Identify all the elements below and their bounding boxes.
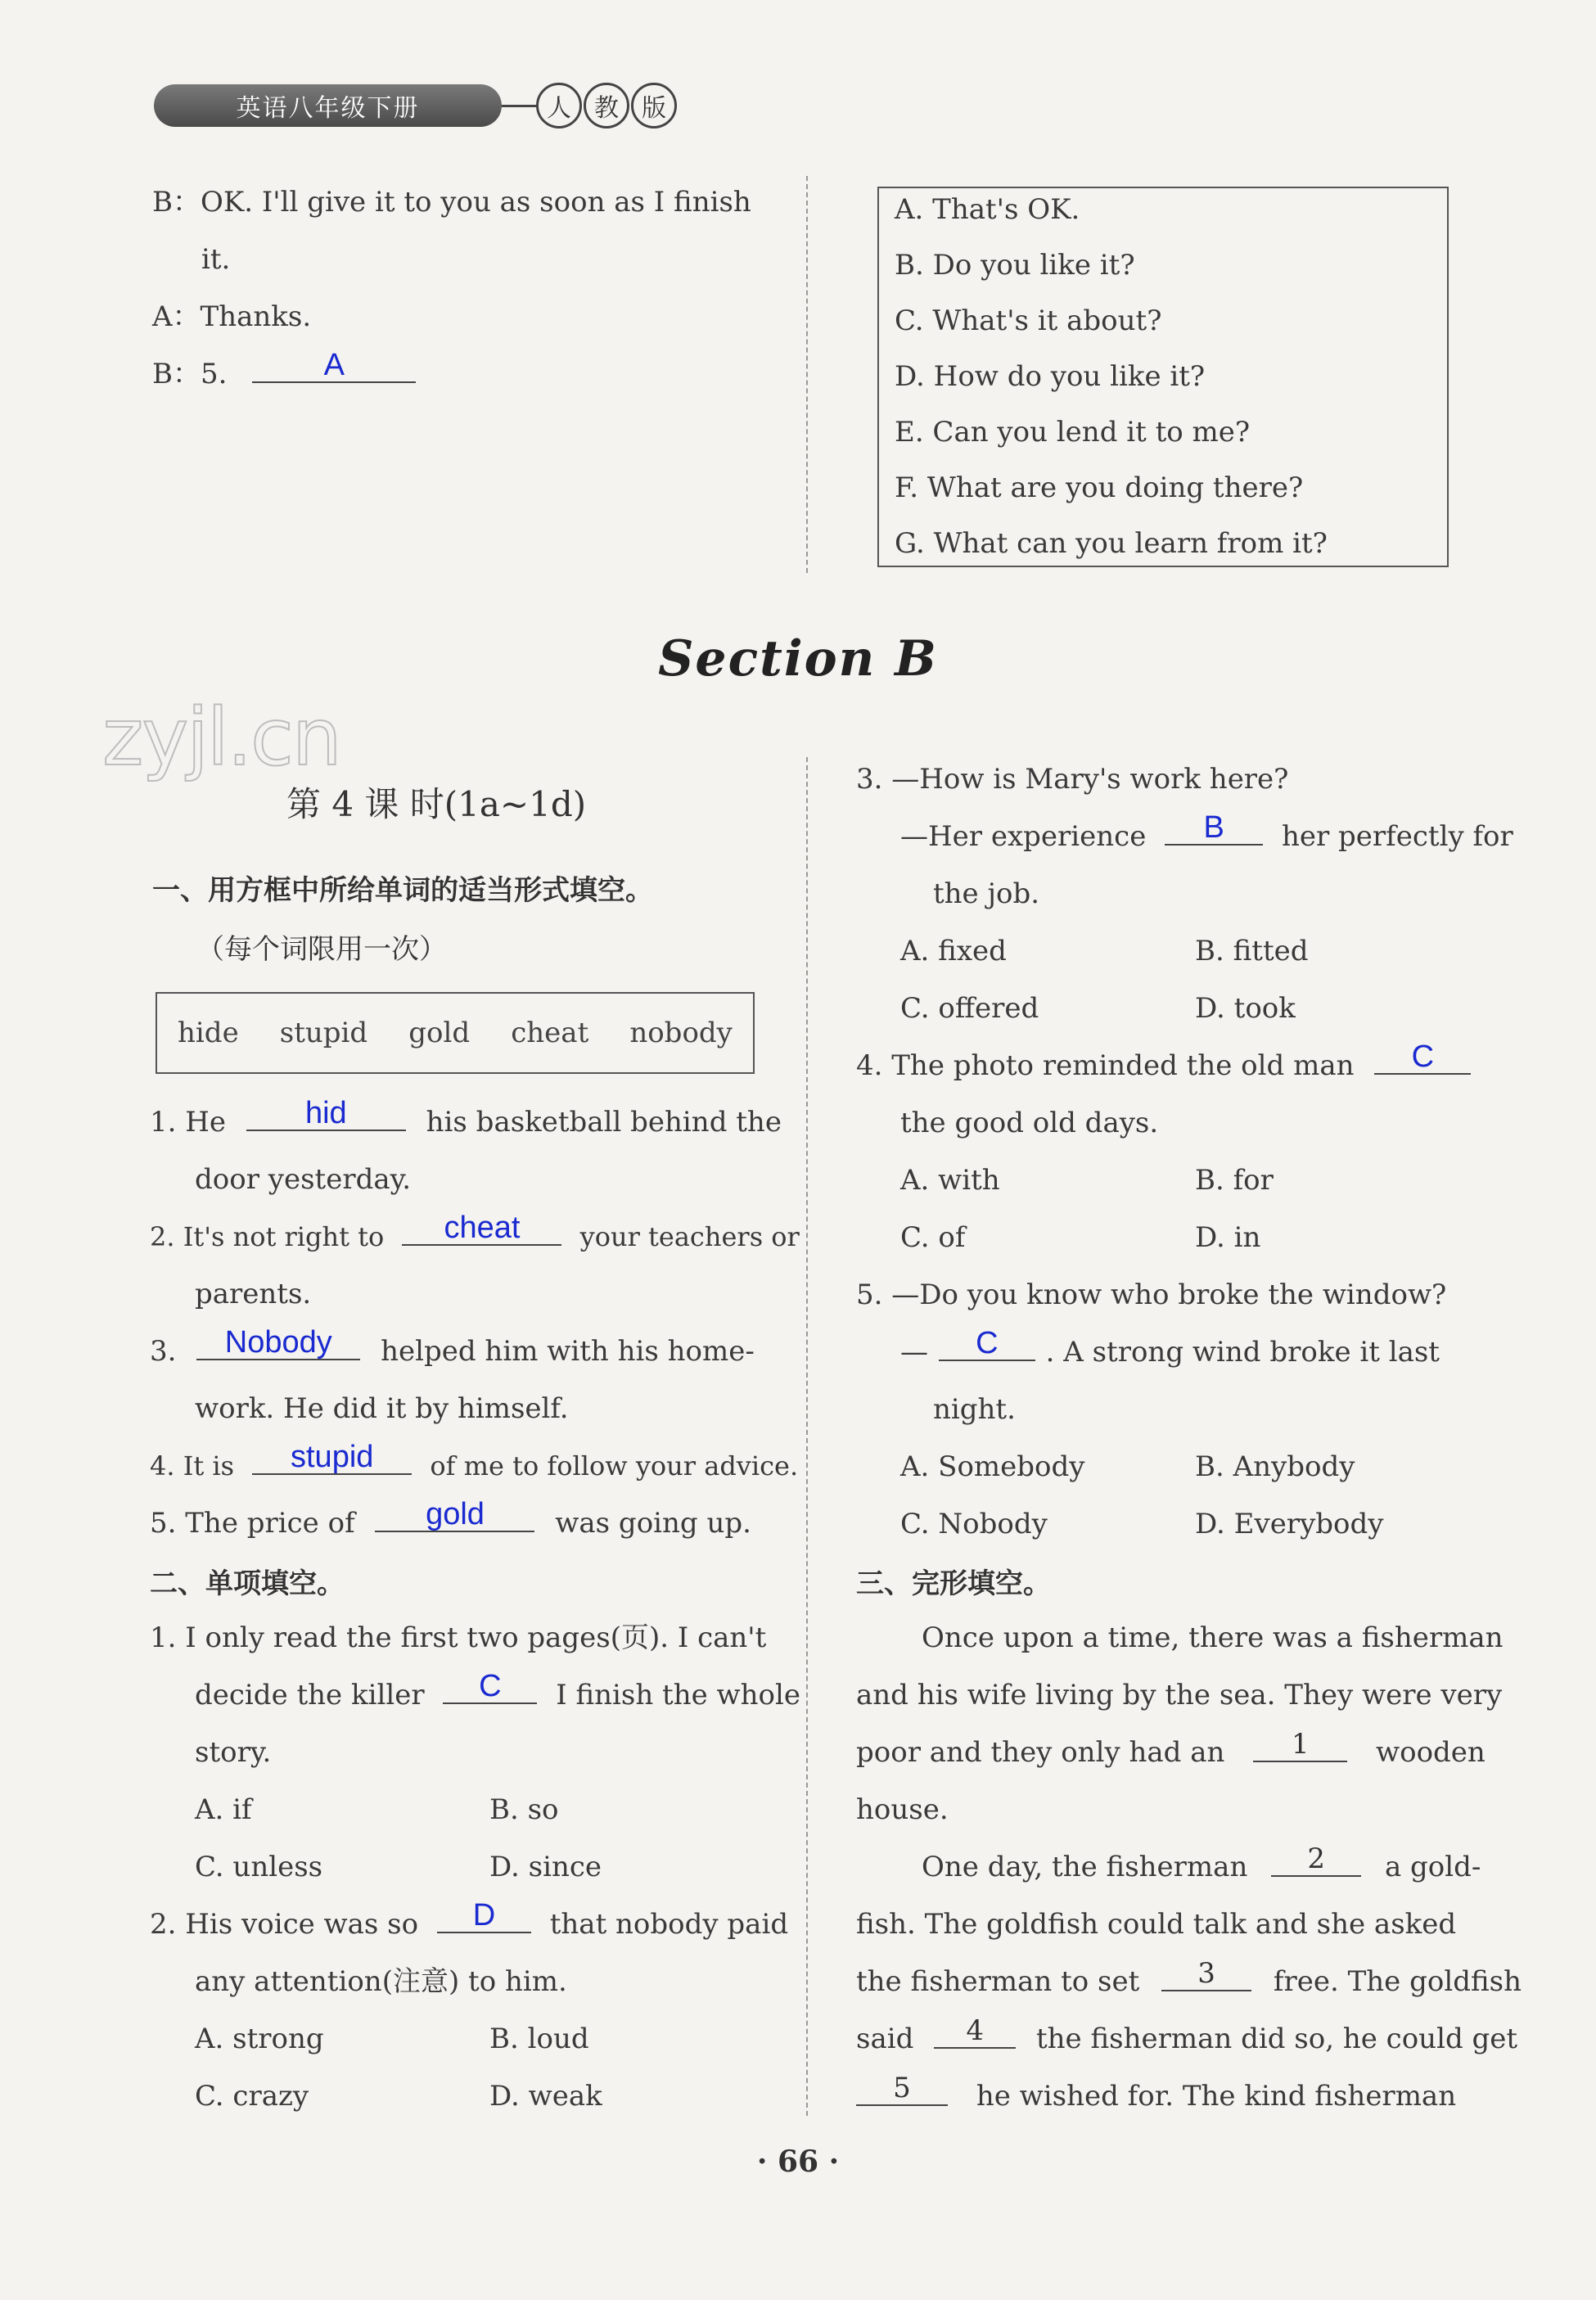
p2-q1-line2 (195, 1666, 800, 1724)
cloze-line-9-post: he wished for. The kind fisherman (976, 2080, 1457, 2113)
p2-q3-opt-b: B. fitted (1195, 935, 1309, 967)
p2-q4-line2: the good old days. (900, 1107, 1159, 1139)
part3-heading: 三、完形填空。 (856, 1567, 1051, 1600)
p2-q4-opt-b: B. for (1195, 1164, 1274, 1197)
p1-q5-blank[interactable]: gold (375, 1498, 534, 1532)
cloze-blank-5[interactable]: 5 (856, 2072, 948, 2106)
p2-q1-opt-c: C. unless (195, 1851, 323, 1883)
word-box (156, 992, 755, 1074)
p1-q4-post: of me to follow your advice. (430, 1450, 799, 1481)
word-5: nobody (629, 1017, 733, 1049)
p2-q3-line3: the job. (933, 877, 1040, 910)
p1-q3-pre: 3. (150, 1335, 177, 1368)
p2-q1-line3: story. (195, 1736, 272, 1769)
p1-q5-post: was going up. (555, 1507, 751, 1540)
cloze-line-6: fish. The goldfish could talk and she asked (856, 1908, 1457, 1941)
part1-note: （每个词限用一次） (196, 933, 447, 966)
option-g: G. What can you learn from it? (895, 527, 1328, 560)
part2-heading: 二、单项填空。 (150, 1567, 345, 1600)
p2-q2-opt-d: D. weak (489, 2080, 602, 2113)
p2-q5-line2 (900, 1324, 1440, 1381)
cloze-line-2: and his wife living by the sea. They were very (856, 1679, 1503, 1711)
word-3: gold (408, 1017, 471, 1049)
cloze-line-3-pre: poor and they only had an (856, 1736, 1225, 1769)
cloze-blank-3[interactable]: 3 (1161, 1957, 1251, 1991)
p1-q3-blank[interactable]: Nobody (196, 1326, 360, 1360)
p2-q5-line2-post: . A strong wind broke it last (1045, 1336, 1440, 1369)
word-1: hide (178, 1017, 239, 1049)
option-b: B. Do you like it? (895, 249, 1135, 282)
p2-q1-blank[interactable]: C (443, 1670, 537, 1704)
option-a: A. That's OK. (895, 193, 1080, 226)
p2-q3-blank[interactable]: B (1165, 811, 1263, 846)
cloze-line-7-pre: the fisherman to set (856, 1965, 1140, 1998)
cloze-line-3-post: wooden (1376, 1736, 1486, 1769)
column-divider-bottom (806, 757, 808, 2116)
p2-q4-opt-a: A. with (900, 1164, 1000, 1197)
p1-q5-pre: 5. The price of (150, 1507, 355, 1540)
option-d: D. How do you like it? (895, 360, 1206, 393)
p2-q1-line1: 1. I only read the first two pages(页). I can't (150, 1621, 767, 1654)
dialog-line-3 (152, 345, 416, 403)
p2-q1-opt-d: D. since (489, 1851, 602, 1883)
p2-q4-opt-d: D. in (1195, 1221, 1261, 1254)
word-2: stupid (279, 1017, 368, 1049)
cloze-line-8-post: the fisherman did so, he could get (1035, 2023, 1518, 2055)
cloze-line-8 (856, 2010, 1517, 2068)
cloze-line-1: Once upon a time, there was a fisherman (922, 1621, 1504, 1654)
p1-q1-blank[interactable]: hid (246, 1097, 406, 1131)
word-4: cheat (511, 1017, 589, 1049)
part1-heading: 一、用方框中所给单词的适当形式填空。 (152, 874, 653, 907)
badge-char-2: 教 (584, 83, 629, 129)
p1-q2-pre: 2. It's not right to (150, 1221, 385, 1252)
dialog-line-2: A：Thanks. (152, 300, 312, 333)
p1-q4-pre: 4. It is (150, 1450, 235, 1481)
p2-q3-opt-c: C. offered (900, 992, 1039, 1025)
cloze-line-7-post: free. The goldfish (1273, 1965, 1522, 1998)
option-c: C. What's it about? (895, 304, 1162, 337)
badge-char-3: 版 (631, 83, 677, 129)
p2-q4-line1 (856, 1037, 1471, 1094)
p1-q4-blank[interactable]: stupid (252, 1441, 412, 1475)
p2-q2-line2: any attention(注意) to him. (195, 1965, 567, 1998)
p2-q2-blank[interactable]: D (437, 1899, 531, 1933)
p2-q2-line1-pre: 2. His voice was so (150, 1908, 419, 1941)
p2-q2-opt-a: A. strong (195, 2023, 324, 2055)
p1-q2 (150, 1208, 800, 1265)
book-title-banner: 英语八年级下册 (154, 84, 502, 127)
p1-q3-cont: work. He did it by himself. (195, 1392, 569, 1425)
cloze-line-7 (856, 1953, 1522, 2010)
p1-q1-cont: door yesterday. (195, 1163, 412, 1196)
p1-q2-post: your teachers or (579, 1221, 800, 1252)
p2-q4-blank[interactable]: C (1374, 1040, 1471, 1075)
p2-q2-line1-post: that nobody paid (549, 1908, 789, 1941)
p2-q3-line2 (900, 808, 1513, 865)
dialog-line-3-prefix: B：5. (152, 358, 228, 390)
p2-q3-line1: 3. —How is Mary's work here? (856, 763, 1289, 796)
p2-q1-line2-post: I finish the whole (556, 1679, 801, 1711)
p2-q3-opt-d: D. took (1195, 992, 1296, 1025)
cloze-blank-1[interactable]: 1 (1253, 1728, 1347, 1762)
p2-q3-opt-a: A. fixed (900, 935, 1007, 967)
answer-blank-5[interactable]: A (252, 349, 416, 383)
section-title: Section B (658, 630, 938, 688)
p2-q5-opt-d: D. Everybody (1195, 1508, 1384, 1540)
p1-q2-blank[interactable]: cheat (402, 1211, 561, 1246)
p1-q4 (150, 1437, 798, 1495)
cloze-line-4: house. (856, 1793, 949, 1826)
p2-q1-opt-b: B. so (489, 1793, 559, 1826)
p1-q1-pre: 1. He (150, 1106, 227, 1139)
p2-q5-opt-c: C. Nobody (900, 1508, 1048, 1540)
p2-q2-line1 (150, 1896, 788, 1953)
p2-q5-opt-b: B. Anybody (1195, 1450, 1355, 1483)
cloze-blank-2[interactable]: 2 (1271, 1842, 1361, 1877)
dialog-line-1: B：OK. I'll give it to you as soon as I finish (152, 186, 751, 219)
p2-q3-line2-post: her perfectly for (1281, 820, 1513, 853)
page-number: · 66 · (756, 2144, 840, 2179)
watermark: zyjl.cn (102, 692, 340, 783)
p2-q3-line2-pre: —Her experience (900, 820, 1147, 853)
p1-q5 (150, 1495, 751, 1552)
cloze-line-3 (856, 1724, 1486, 1781)
p2-q5-blank[interactable]: C (939, 1327, 1035, 1361)
p2-q1-line2-pre: decide the killer (195, 1679, 425, 1711)
dialog-line-1-cont: it. (201, 243, 231, 276)
p1-q3 (150, 1323, 755, 1380)
option-f: F. What are you doing there? (895, 471, 1304, 504)
cloze-line-8-pre: said (856, 2023, 914, 2055)
p2-q4-line1-pre: 4. The photo reminded the old man (856, 1049, 1355, 1082)
p1-q2-cont: parents. (195, 1278, 312, 1310)
p2-q5-line1: 5. —Do you know who broke the window? (856, 1279, 1447, 1311)
p2-q2-opt-c: C. crazy (195, 2080, 309, 2113)
p2-q1-opt-a: A. if (195, 1793, 252, 1826)
cloze-line-5-post: a gold- (1384, 1851, 1481, 1883)
p2-q5-line2-pre: — (900, 1336, 928, 1369)
cloze-line-9 (856, 2068, 1456, 2125)
column-divider-top (806, 176, 808, 573)
p1-q3-post: helped him with his home- (381, 1335, 755, 1368)
badge-char-1: 人 (536, 83, 582, 129)
p2-q5-opt-a: A. Somebody (900, 1450, 1085, 1483)
p1-q1 (150, 1094, 782, 1151)
p2-q2-opt-b: B. loud (489, 2023, 589, 2055)
cloze-line-5 (922, 1838, 1481, 1896)
p2-q4-opt-c: C. of (900, 1221, 966, 1254)
lesson-title: 第 4 课 时(1a~1d) (286, 784, 587, 824)
cloze-line-5-pre: One day, the fisherman (922, 1851, 1248, 1883)
option-e: E. Can you lend it to me? (895, 416, 1251, 449)
cloze-blank-4[interactable]: 4 (934, 2014, 1016, 2049)
p2-q5-line3: night. (933, 1393, 1016, 1426)
p1-q1-post: his basketball behind the (426, 1106, 782, 1139)
